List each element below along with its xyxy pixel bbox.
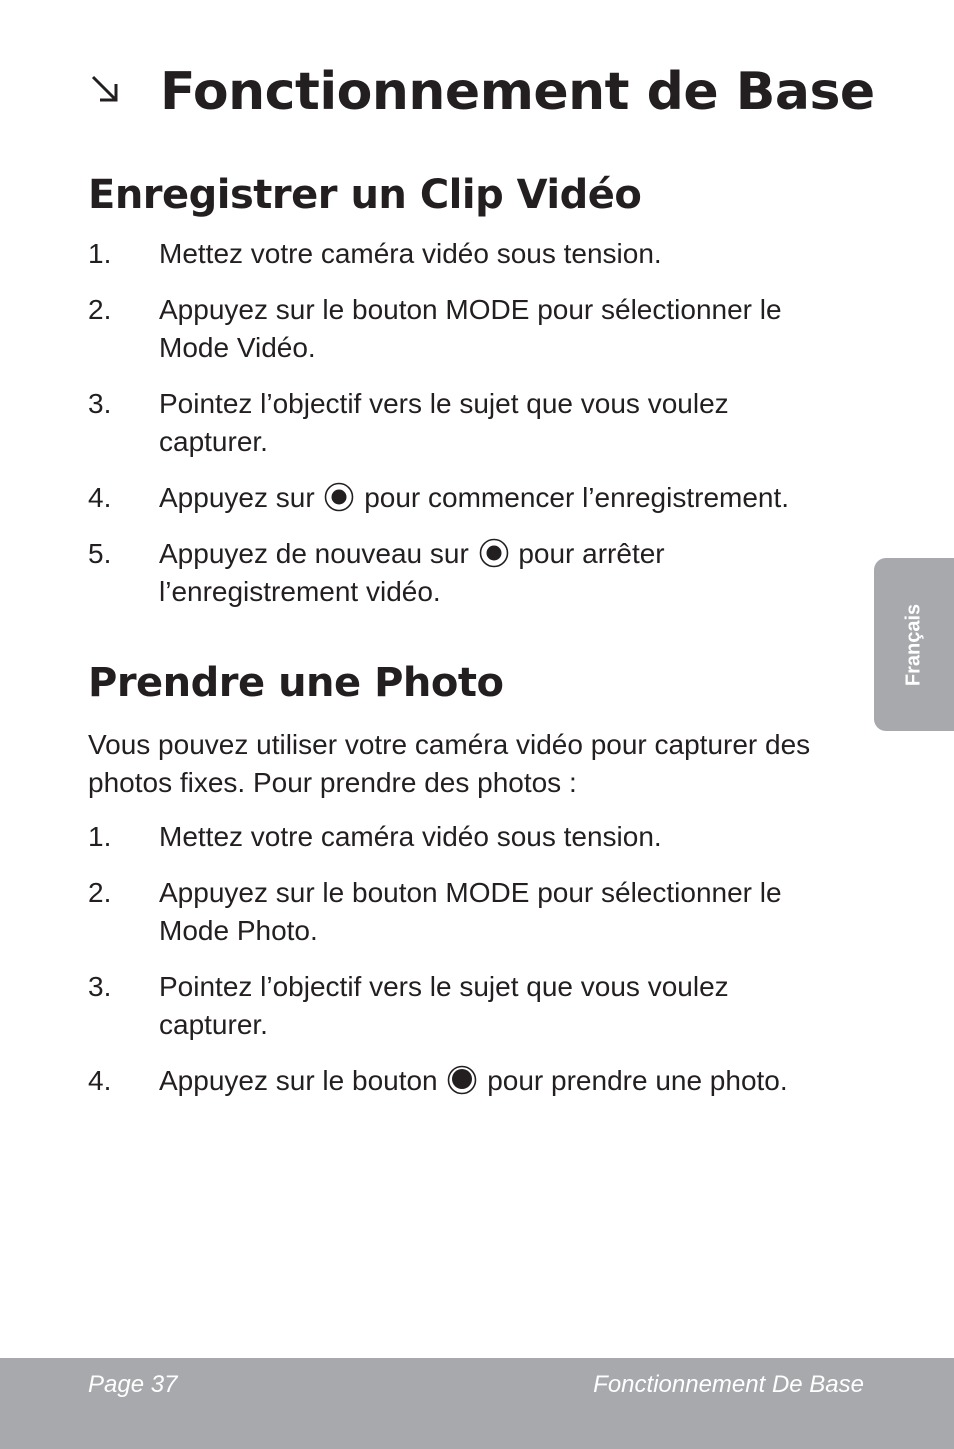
list-item — [88, 291, 868, 367]
list-item — [88, 535, 868, 611]
language-tab-label: Français — [902, 603, 925, 686]
step-number: 3. — [88, 971, 112, 1002]
list-item — [88, 968, 868, 1044]
step-text — [159, 1062, 868, 1100]
list-item — [88, 818, 868, 856]
step-text: Mettez votre caméra vidéo sous tension. — [159, 238, 662, 269]
chapter-header — [88, 58, 875, 138]
step-number: 2. — [88, 294, 112, 325]
footer-section-title: Fonctionnement De Base — [593, 1371, 864, 1398]
step-number: 5. — [88, 538, 112, 569]
step-text-after: pour arrêter l’enregistrement vidéo. — [159, 538, 665, 607]
language-tab — [874, 558, 954, 731]
page-footer — [0, 1358, 954, 1449]
step-number: 1. — [88, 821, 112, 852]
step-text-after: pour prendre une photo. — [487, 1065, 788, 1096]
section-title-video: Enregistrer un Clip Vidéo — [88, 172, 642, 218]
page-number: Page 37 — [88, 1371, 178, 1398]
step-text-after: pour commencer l’enregistrement. — [364, 482, 790, 513]
record-button-icon — [479, 538, 509, 568]
step-text-before: Appuyez sur — [159, 482, 315, 513]
list-item — [88, 235, 868, 273]
record-button-icon — [324, 482, 354, 512]
step-text: Pointez l’objectif vers le sujet que vous voulez capturer. — [159, 971, 729, 1040]
step-number: 1. — [88, 238, 112, 269]
step-text: Mettez votre caméra vidéo sous tension. — [159, 821, 662, 852]
step-text: Appuyez sur le bouton MODE pour sélectionner le Mode Photo. — [159, 877, 782, 946]
arrow-down-right-icon — [88, 72, 122, 106]
page-title: Fonctionnement de Base — [160, 62, 875, 122]
list-item — [88, 385, 868, 461]
step-text: Appuyez sur le bouton MODE pour sélectionner le Mode Vidéo. — [159, 294, 782, 363]
step-number: 2. — [88, 877, 112, 908]
step-number: 3. — [88, 388, 112, 419]
list-item — [88, 479, 868, 517]
step-number: 4. — [88, 1065, 112, 1096]
step-text — [159, 535, 759, 611]
step-text-before: Appuyez sur le bouton — [159, 1065, 438, 1096]
step-number: 4. — [88, 482, 112, 513]
list-item — [88, 1062, 868, 1100]
section-title-photo: Prendre une Photo — [88, 660, 504, 706]
step-text: Pointez l’objectif vers le sujet que vous voulez capturer. — [159, 388, 729, 457]
shutter-button-icon — [447, 1065, 477, 1095]
photo-intro-text: Vous pouvez utiliser votre caméra vidéo pour capturer des photos fixes. Pour prendre des photos : — [88, 729, 811, 798]
step-text-before: Appuyez de nouveau sur — [159, 538, 469, 569]
photo-steps-list — [88, 818, 868, 1100]
video-steps-list — [88, 235, 868, 611]
step-text — [159, 479, 868, 517]
list-item — [88, 874, 868, 950]
